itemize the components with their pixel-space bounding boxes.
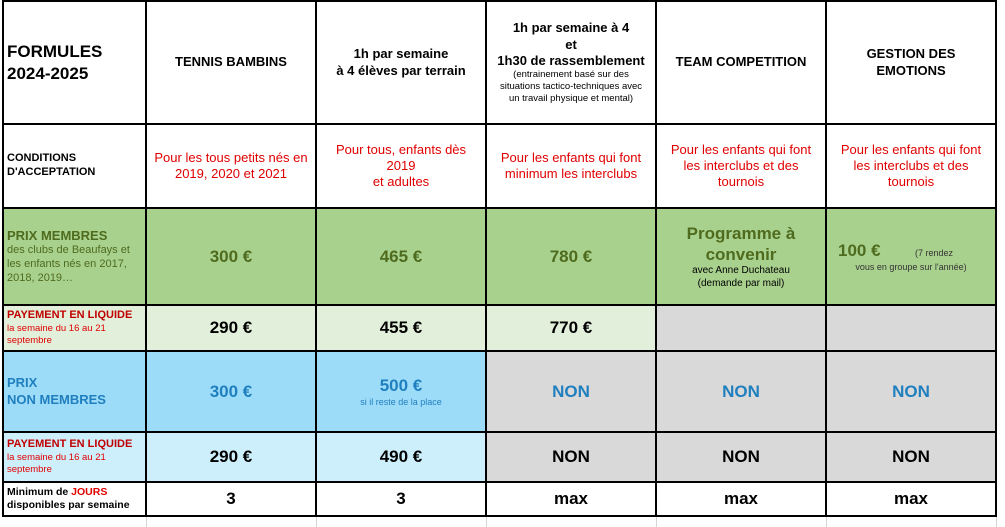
prix-membres-label: PRIX MEMBRES des clubs de Beaufays et les enfants nés en 2017, 2018, 2019… bbox=[3, 208, 146, 305]
prix-non-membres-col4: NON bbox=[656, 351, 826, 432]
header-row bbox=[3, 1, 996, 124]
liquide-membres-label: PAYEMENT EN LIQUIDE la semaine du 16 au 21 septembre bbox=[3, 305, 146, 351]
formules-title: FORMULES bbox=[7, 42, 103, 62]
prix-non-membres-col3: NON bbox=[486, 351, 656, 432]
conditions-col2: Pour tous, enfants dès 2019 et adultes bbox=[316, 124, 486, 208]
liquide-non-membres-col2: 490 € bbox=[316, 432, 486, 482]
prix-membres-col5: 100 € (7 rendez vous en groupe sur l'année) bbox=[826, 208, 996, 305]
minimum-col4: max bbox=[656, 482, 826, 516]
formules-table bbox=[2, 0, 997, 517]
prix-membres-col1: 300 € bbox=[146, 208, 316, 305]
liquide-non-membres-col3: NON bbox=[486, 432, 656, 482]
prix-membres-col3: 780 € bbox=[486, 208, 656, 305]
liquide-non-membres-row bbox=[3, 432, 996, 482]
liquide-non-membres-col5: NON bbox=[826, 432, 996, 482]
header-col2: 1h par semaine à 4 élèves par terrain bbox=[316, 1, 486, 124]
header-gestion-emotions: GESTION DES EMOTIONS bbox=[826, 1, 996, 124]
formules-title-cell bbox=[3, 1, 146, 124]
minimum-col5: max bbox=[826, 482, 996, 516]
header-col3: 1h par semaine à 4 et 1h30 de rassemblement (entrainement basé sur des situations tactico-techniques avec un travail physique et mental) bbox=[486, 1, 656, 124]
conditions-col1: Pour les tous petits nés en 2019, 2020 et 2021 bbox=[146, 124, 316, 208]
liquide-non-membres-col4: NON bbox=[656, 432, 826, 482]
conditions-col5: Pour les enfants qui font les interclubs et des tournois bbox=[826, 124, 996, 208]
conditions-col3: Pour les enfants qui font minimum les interclubs bbox=[486, 124, 656, 208]
liquide-non-membres-label: PAYEMENT EN LIQUIDE la semaine du 16 au 21 septembre bbox=[3, 432, 146, 482]
liquide-membres-col2: 455 € bbox=[316, 305, 486, 351]
liquide-membres-row bbox=[3, 305, 996, 351]
conditions-label: CONDITIONS D'ACCEPTATION bbox=[3, 124, 146, 208]
minimum-label: Minimum de JOURS disponibles par semaine bbox=[3, 482, 146, 516]
liquide-non-membres-col1: 290 € bbox=[146, 432, 316, 482]
prix-non-membres-col2: 500 € si il reste de la place bbox=[316, 351, 486, 432]
prix-non-membres-col5: NON bbox=[826, 351, 996, 432]
prix-membres-row bbox=[3, 208, 996, 305]
prix-membres-col2: 465 € bbox=[316, 208, 486, 305]
prix-non-membres-col1: 300 € bbox=[146, 351, 316, 432]
conditions-col4: Pour les enfants qui font les interclubs et des tournois bbox=[656, 124, 826, 208]
prix-non-membres-label: PRIX NON MEMBRES bbox=[3, 351, 146, 432]
formules-year: 2024-2025 bbox=[7, 63, 89, 83]
header-team-competition: TEAM COMPETITION bbox=[656, 1, 826, 124]
minimum-row bbox=[3, 482, 996, 516]
conditions-row bbox=[3, 124, 996, 208]
minimum-col3: max bbox=[486, 482, 656, 516]
liquide-membres-col3: 770 € bbox=[486, 305, 656, 351]
minimum-col2: 3 bbox=[316, 482, 486, 516]
header-tennis-bambins: TENNIS BAMBINS bbox=[146, 1, 316, 124]
liquide-membres-col4 bbox=[656, 305, 826, 351]
prix-membres-col4: Programme à convenir avec Anne Duchateau (demande par mail) bbox=[656, 208, 826, 305]
minimum-col1: 3 bbox=[146, 482, 316, 516]
liquide-membres-col5 bbox=[826, 305, 996, 351]
prix-non-membres-row bbox=[3, 351, 996, 432]
liquide-membres-col1: 290 € bbox=[146, 305, 316, 351]
